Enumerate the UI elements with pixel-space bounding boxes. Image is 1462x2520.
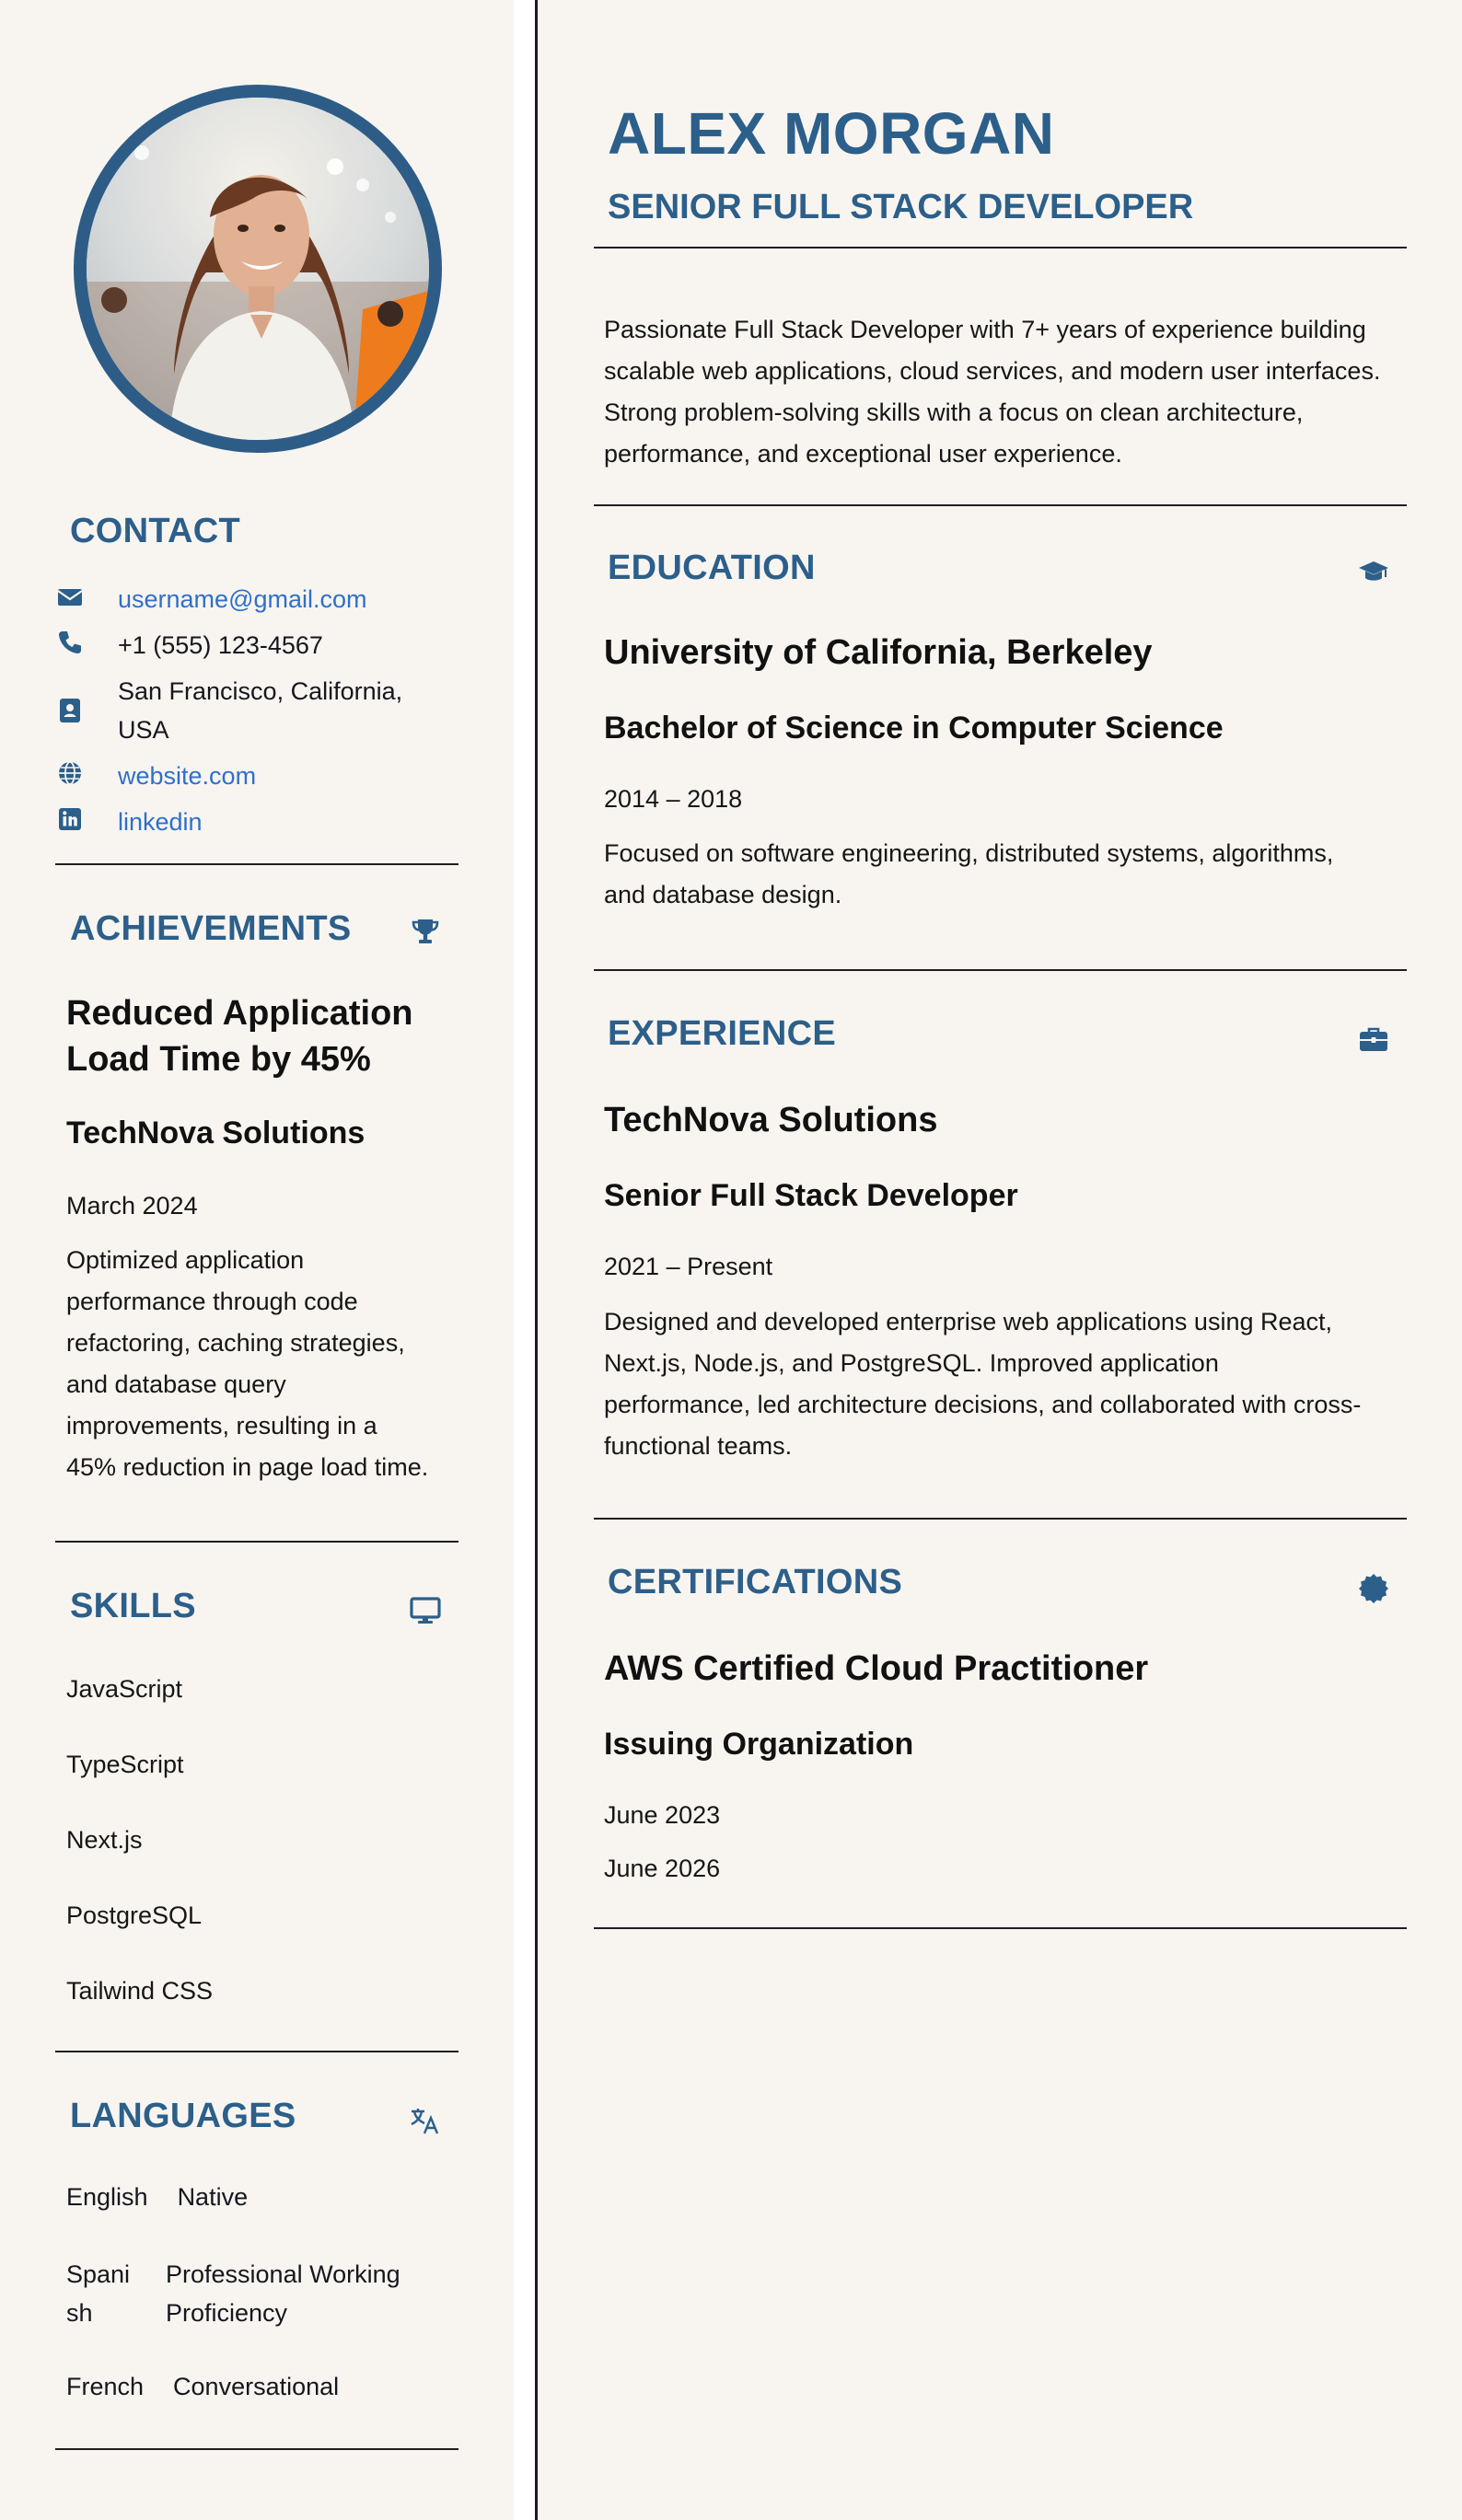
translate-icon (409, 2104, 442, 2137)
contact-website-link[interactable]: website.com (118, 762, 257, 790)
achievements-heading: ACHIEVEMENTS (70, 909, 352, 948)
education-description-line1: Focused on software engineering, distributed systems, algorithms, (604, 839, 1334, 867)
skill-item: Tailwind CSS (66, 1977, 214, 2005)
skill-item: PostgreSQL (66, 1902, 203, 1929)
language-level (166, 2255, 400, 2332)
achievements-divider (55, 1541, 458, 1543)
achievement-company: TechNova Solutions (66, 1116, 366, 1150)
skill-item: TypeScript (66, 1751, 184, 1778)
monitor-icon (409, 1594, 442, 1627)
language-name-line2: sh (66, 2299, 93, 2327)
contact-address-row (55, 672, 402, 749)
experience-description-line: Next.js, Node.js, and PostgreSQL. Improved application (604, 1349, 1219, 1377)
profile-photo (74, 85, 442, 453)
achievement-description-line: 45% reduction in page load time. (66, 1453, 429, 1481)
language-row (66, 2367, 339, 2406)
skill-item: JavaScript (66, 1675, 183, 1703)
person-name: ALEX MORGAN (608, 100, 1055, 167)
achievement-description-line: refactoring, caching strategies, (66, 1329, 405, 1357)
contact-linkedin-row (55, 803, 203, 841)
skills-divider (55, 2051, 458, 2052)
experience-company: TechNova Solutions (604, 1101, 938, 1139)
address-card-icon (55, 696, 85, 725)
education-divider (594, 969, 1407, 971)
language-level: Native (177, 2183, 249, 2211)
certification-issued-date: June 2023 (604, 1801, 721, 1829)
achievement-description (66, 1240, 490, 1488)
achievement-description-line: and database query (66, 1370, 286, 1398)
contact-email-row (55, 580, 367, 618)
certification-name: AWS Certified Cloud Practitioner (604, 1649, 1149, 1688)
graduation-cap-icon (1357, 556, 1390, 589)
achievement-title-line1: Reduced Application (66, 994, 413, 1033)
linkedin-icon (55, 804, 85, 834)
certifications-heading: CERTIFICATIONS (608, 1563, 903, 1601)
achievement-description-line: improvements, resulting in a (66, 1412, 377, 1439)
achievement-date: March 2024 (66, 1192, 198, 1220)
education-description (604, 833, 1414, 916)
globe-icon (55, 758, 85, 788)
experience-description-line: performance, led architecture decisions, and collaborated with cross- (604, 1391, 1362, 1418)
language-name (66, 2255, 166, 2332)
experience-description-line: functional teams. (604, 1432, 793, 1460)
language-name: French (66, 2373, 145, 2400)
experience-dates: 2021 – Present (604, 1253, 773, 1280)
experience-divider (594, 1518, 1407, 1520)
language-row (66, 2178, 248, 2216)
skills-heading: SKILLS (70, 1587, 196, 1625)
certification-expiry-date: June 2026 (604, 1855, 721, 1882)
language-level-line2: Proficiency (166, 2299, 288, 2327)
contact-address-line2: USA (118, 716, 169, 744)
experience-description (604, 1301, 1423, 1467)
language-level: Conversational (173, 2373, 340, 2400)
language-name-line1: Spani (66, 2260, 131, 2288)
contact-email-link[interactable]: username@gmail.com (118, 585, 367, 613)
summary-divider (594, 504, 1407, 506)
education-dates: 2014 – 2018 (604, 785, 743, 813)
contact-heading: CONTACT (70, 512, 241, 550)
education-degree: Bachelor of Science in Computer Science (604, 711, 1224, 746)
envelope-icon (55, 582, 85, 611)
phone-icon (55, 628, 85, 657)
header-divider (594, 247, 1407, 249)
contact-address-line1: San Francisco, California, (118, 677, 403, 705)
trophy-icon (409, 915, 442, 948)
education-school: University of California, Berkeley (604, 633, 1153, 672)
achievement-title-line2: Load Time by 45% (66, 1040, 371, 1079)
contact-website-row (55, 757, 256, 795)
contact-divider (55, 863, 458, 865)
achievement-item (66, 990, 462, 1082)
column-gap (514, 0, 536, 2520)
languages-heading: LANGUAGES (70, 2097, 296, 2135)
badge-icon (1357, 1572, 1390, 1605)
experience-description-line: Designed and developed enterprise web applications using React, (604, 1308, 1333, 1335)
language-level-line1: Professional Working (166, 2260, 400, 2288)
education-heading: EDUCATION (608, 549, 816, 587)
summary: Passionate Full Stack Developer with 7+ years of experience building scalable web applications, cloud services, and modern user interfaces. Strong problem-solving skills with a focus on clean architecture, performance, and exceptional user experience. (604, 316, 1381, 468)
certifications-divider (594, 1927, 1407, 1929)
briefcase-icon (1357, 1023, 1390, 1057)
contact-linkedin-link[interactable]: linkedin (118, 808, 203, 836)
job-title: SENIOR FULL STACK DEVELOPER (608, 188, 1194, 226)
contact-phone: +1 (555) 123-4567 (118, 631, 323, 659)
experience-heading: EXPERIENCE (608, 1014, 836, 1053)
achievement-description-line: performance through code (66, 1288, 358, 1315)
language-row (66, 2255, 400, 2332)
languages-divider (55, 2448, 458, 2450)
contact-address (118, 672, 402, 749)
education-description-line2: and database design. (604, 881, 842, 908)
language-name: English (66, 2183, 148, 2211)
achievement-description-line: Optimized application (66, 1246, 305, 1274)
experience-position: Senior Full Stack Developer (604, 1178, 1018, 1213)
contact-phone-row (55, 626, 323, 665)
skill-item: Next.js (66, 1826, 143, 1854)
certification-issuer: Issuing Organization (604, 1727, 914, 1762)
